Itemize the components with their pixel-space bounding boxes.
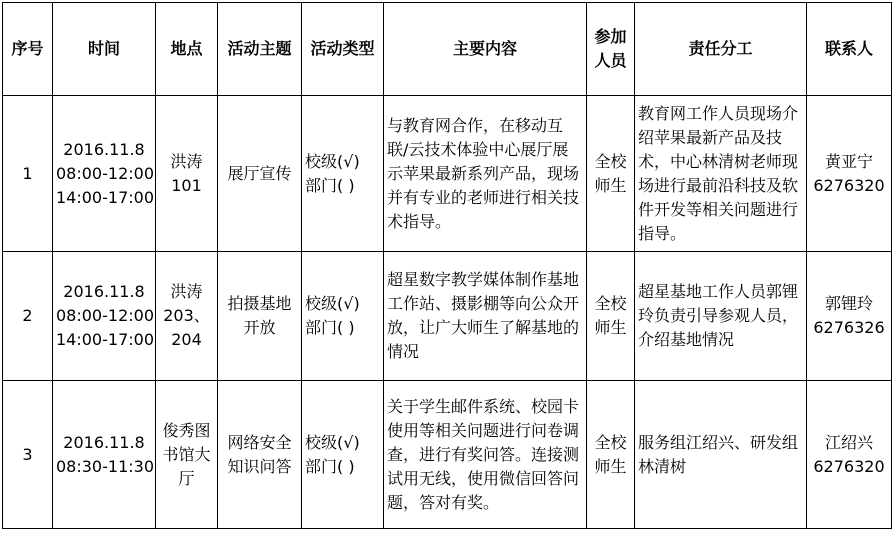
- row-participants: 全校师生: [587, 96, 635, 252]
- row-index: 1: [3, 96, 53, 252]
- contact-phone: 6276320: [813, 175, 885, 195]
- row-location: 洪涛101: [156, 96, 218, 252]
- table-row: [3, 381, 892, 529]
- contact-phone: 6276326: [813, 318, 885, 337]
- type-school: 校级(√): [305, 294, 360, 313]
- header-contact: 联系人: [807, 3, 892, 96]
- row-time: [53, 252, 156, 381]
- row-participants: 全校师生: [587, 252, 635, 381]
- contact-name: 郭锂玲: [824, 294, 873, 313]
- type-school: 校级(√): [305, 151, 360, 171]
- type-dept: 部门( ): [305, 318, 355, 337]
- row-time: [53, 96, 156, 252]
- row-content: 与教育网合作，在移动互联/云技术体验中心展厅展示苹果最新系列产品，现场并有专业的老师进行相关技术指导。: [384, 96, 587, 252]
- row-date: 2016.11.8: [63, 432, 145, 452]
- row-responsibility: 超星基地工作人员郭锂玲负责引导参观人员，介绍基地情况: [635, 252, 807, 381]
- row-time-slot: 14:00-17:00: [56, 330, 154, 349]
- row-time-slot: 08:00-12:00: [56, 163, 154, 183]
- row-contact: [807, 96, 892, 252]
- row-participants: 全校师生: [587, 381, 635, 529]
- row-content: 超星数字教学媒体制作基地工作站、摄影棚等向公众开放，让广大师生了解基地的情况: [384, 252, 587, 381]
- header-time: 时间: [53, 3, 156, 96]
- row-theme: 展厅宣传: [218, 96, 302, 252]
- header-row: [3, 3, 892, 96]
- contact-name: 黄亚宁: [824, 151, 873, 171]
- activity-schedule-table: [2, 2, 892, 529]
- row-time-slot: 08:00-12:00: [56, 306, 154, 325]
- header-theme: 活动主题: [218, 3, 302, 96]
- header-type: 活动类型: [302, 3, 384, 96]
- row-type: [302, 252, 384, 381]
- row-index: 3: [3, 381, 53, 529]
- row-responsibility: 教育网工作人员现场介绍苹果最新产品及技术，中心林清树老师现场进行最前沿科技及软件开发等相关问题进行指导。: [635, 96, 807, 252]
- header-responsibility: 责任分工: [635, 3, 807, 96]
- type-dept: 部门( ): [305, 175, 355, 195]
- row-time-slot: 08:30-11:30: [56, 456, 154, 476]
- row-location: 洪涛203、204: [156, 252, 218, 381]
- row-location: 俊秀图书馆大厅: [156, 381, 218, 529]
- type-dept: 部门( ): [305, 456, 355, 476]
- row-contact: [807, 381, 892, 529]
- row-type: [302, 381, 384, 529]
- row-time-slot: 14:00-17:00: [56, 187, 154, 207]
- row-date: 2016.11.8: [63, 282, 145, 301]
- row-index: 2: [3, 252, 53, 381]
- contact-name: 江绍兴: [824, 432, 873, 452]
- table-row: [3, 252, 892, 381]
- row-theme: 拍摄基地开放: [218, 252, 302, 381]
- header-index: 序号: [3, 3, 53, 96]
- row-time: [53, 381, 156, 529]
- row-theme: 网络安全知识问答: [218, 381, 302, 529]
- header-content: 主要内容: [384, 3, 587, 96]
- row-type: [302, 96, 384, 252]
- type-school: 校级(√): [305, 432, 360, 452]
- contact-phone: 6276320: [813, 456, 885, 476]
- row-date: 2016.11.8: [63, 139, 145, 159]
- row-responsibility: 服务组江绍兴、研发组林清树: [635, 381, 807, 529]
- header-participants: 参加人员: [587, 3, 635, 96]
- row-contact: [807, 252, 892, 381]
- row-content: 关于学生邮件系统、校园卡使用等相关问题进行问卷调查，进行有奖问答。连接测试用无线，使用微信回答问题，答对有奖。: [384, 381, 587, 529]
- table-row: [3, 96, 892, 252]
- header-location: 地点: [156, 3, 218, 96]
